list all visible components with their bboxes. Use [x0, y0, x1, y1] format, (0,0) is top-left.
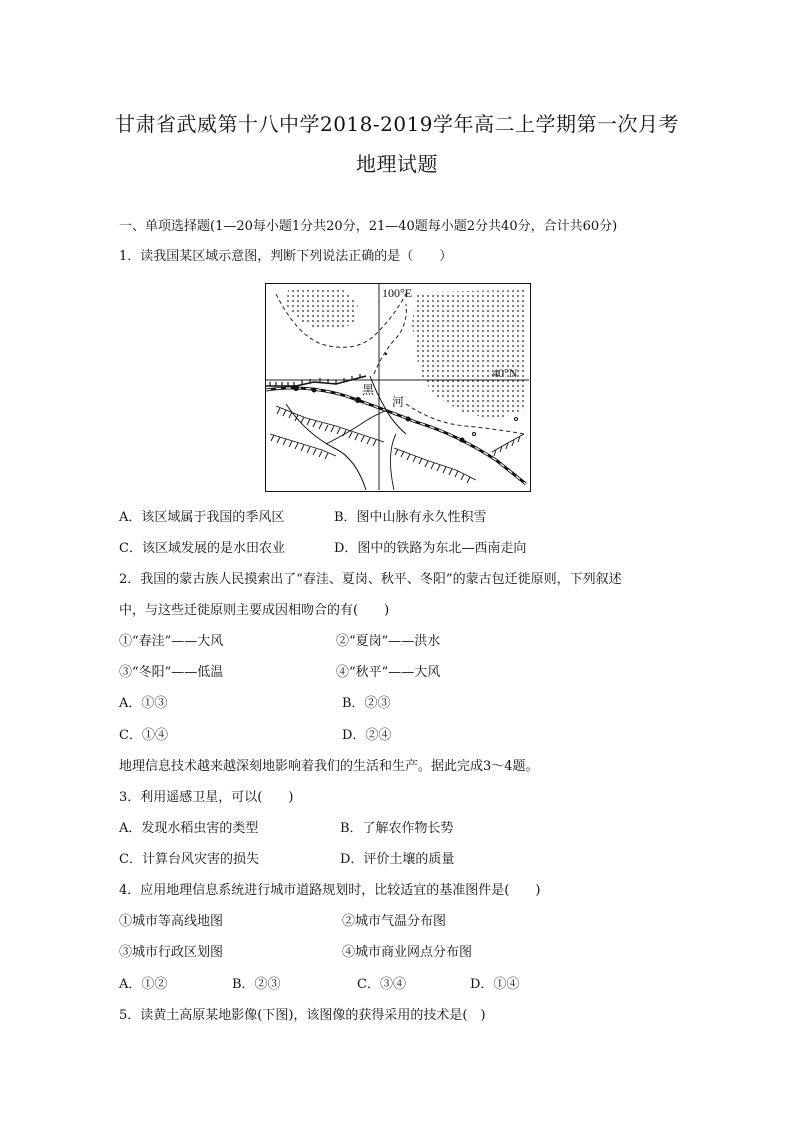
q2-option-a: A．①③ — [119, 696, 168, 711]
great-wall — [266, 376, 366, 386]
city-dot-5 — [460, 438, 465, 443]
q3-option-d: D．评价土壤的质量 — [340, 852, 455, 867]
q1-option-d: D．图中的铁路为东北—西南走向 — [334, 541, 527, 556]
mountain-range-qilian — [270, 406, 384, 459]
city-dot-2 — [312, 388, 317, 393]
mountain-range-east — [394, 434, 524, 483]
q3-stem: 3．利用遥感卫星，可以( ) — [119, 790, 294, 805]
q1-stem: 1．读我国某区域示意图，判断下列说法正确的是（ ） — [119, 249, 453, 264]
exam-title: 甘肃省武威第十八中学2018-2019学年高二上学期第一次月考 — [114, 112, 680, 136]
label-river-he: 河 — [392, 395, 405, 409]
q3-option-c: C．计算台风灾害的损失 — [119, 852, 259, 867]
q4-option-a: A．①② — [119, 977, 168, 992]
q1-option-b: B．图中山脉有永久性积雪 — [334, 510, 487, 525]
river-4 — [390, 434, 396, 490]
q3-4-intro: 地理信息技术越来越深刻地影响着我们的生活和生产。据此完成3～4题。 — [119, 759, 539, 774]
q3-option-b: B．了解农作物长势 — [340, 821, 454, 836]
q2-option-b: B．②③ — [342, 696, 391, 711]
q1-option-a: A．该区域属于我国的季风区 — [119, 510, 285, 525]
q2-item-4: ④“秋平”——大风 — [336, 665, 441, 680]
q2-stem-line1: 2．我国的蒙古族人民摸索出了“春洼、夏岗、秋平、冬阳”的蒙古包迁徙原则，下列叙述 — [119, 572, 622, 587]
q2-option-d: D．②④ — [342, 728, 392, 743]
desert-area-east — [412, 290, 524, 420]
q4-option-b: B．②③ — [232, 977, 281, 992]
q2-item-2: ②“夏岗”——洪水 — [336, 634, 441, 649]
exam-subtitle: 地理试题 — [356, 152, 438, 176]
q2-stem-line2: 中，与这些迁徙原则主要成因相吻合的有( ) — [119, 603, 390, 618]
section-heading: 一、单项选择题(1—20每小题1分共20分，21—40题每小题2分共40分，合计共60分) — [119, 219, 618, 234]
q2-item-3: ③“冬阳”——低温 — [119, 665, 224, 680]
label-river-hei: 黑 — [362, 383, 375, 397]
q2-item-1: ①“春洼”——大风 — [119, 634, 224, 649]
q4-option-d: D．①④ — [470, 977, 520, 992]
desert-area-west — [286, 290, 358, 330]
city-dot-4 — [406, 417, 411, 422]
q4-item-1: ①城市等高线地图 — [119, 914, 224, 929]
label-100e: 100°E — [382, 286, 413, 300]
region-map — [265, 283, 531, 492]
q4-option-c: C．③④ — [357, 977, 406, 992]
q4-item-3: ③城市行政区划图 — [119, 945, 224, 960]
q4-item-4: ④城市商业网点分布图 — [342, 945, 473, 960]
city-dot-3 — [355, 397, 361, 403]
q5-stem: 5．读黄土高原某地影像(下图)，该图像的获得采用的技术是( ) — [119, 1008, 486, 1023]
q3-option-a: A．发现水稻虫害的类型 — [119, 821, 259, 836]
q4-item-2: ②城市气温分布图 — [342, 914, 447, 929]
region-map-drawing — [266, 284, 529, 490]
label-40n: 40°N — [492, 366, 518, 380]
q1-option-c: C．该区域发展的是水田农业 — [119, 541, 285, 556]
q2-option-c: C．①④ — [119, 728, 168, 743]
q4-stem: 4．应用地理信息系统进行城市道路规划时，比较适宜的基准图件是( ) — [119, 883, 541, 898]
river-2 — [286, 404, 366, 490]
city-dot-1 — [293, 385, 299, 391]
